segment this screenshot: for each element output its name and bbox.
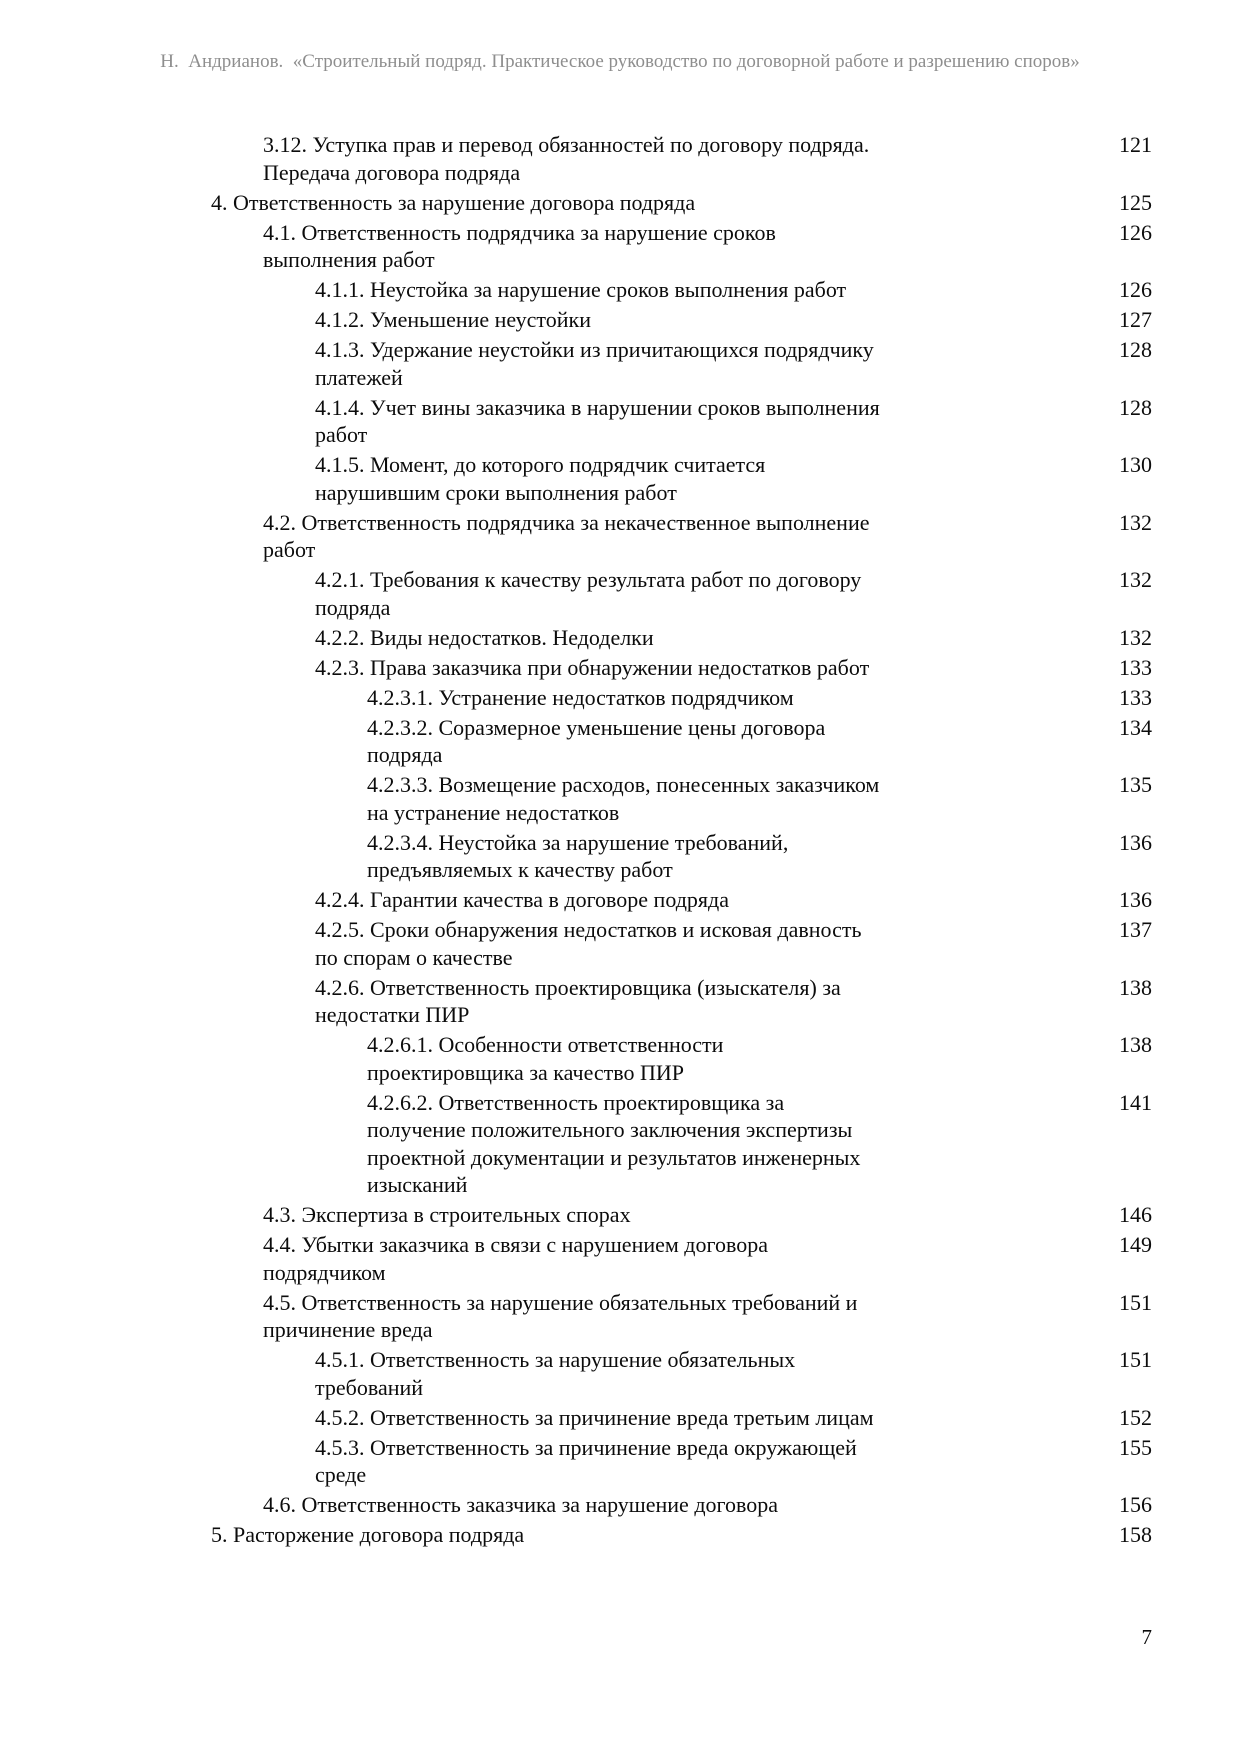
toc-entry-title: 4.2.6.2. Ответственность проектировщика за получение положительного заключения экспертизы проектной документации и результатов инженерных изысканий xyxy=(367,1089,861,1197)
toc-entry-page-number: 149 xyxy=(1119,1232,1152,1257)
toc-entry-page-number: 128 xyxy=(1119,394,1152,420)
toc-entry xyxy=(211,509,1152,564)
toc-entry xyxy=(211,1491,1152,1519)
toc-entry xyxy=(211,714,1152,769)
toc-entry xyxy=(211,1346,1152,1401)
toc-entry-page-number: 127 xyxy=(1119,307,1152,332)
toc-entry-title: 4.4. Убытки заказчика в связи с нарушением договора подрядчиком xyxy=(263,1232,768,1285)
toc-entry xyxy=(211,1031,1152,1086)
toc-entry-page-number: 152 xyxy=(1119,1404,1152,1430)
toc-entry-page-number: 132 xyxy=(1119,509,1152,535)
toc-entry-title: 4. Ответственность за нарушение договора подряда xyxy=(211,189,696,215)
toc-entry xyxy=(211,624,1152,652)
toc-entry-title: 4.2. Ответственность подрядчика за некачественное выполнение работ xyxy=(263,509,870,562)
toc-entry xyxy=(211,1434,1152,1489)
toc-entry-title: 4.2.2. Виды недостатков. Недоделки xyxy=(315,624,654,650)
toc-entry-title: 4.6. Ответственность заказчика за нарушение договора xyxy=(263,1492,778,1517)
toc-entry-page-number: 136 xyxy=(1119,887,1152,912)
toc-entry-page-number: 138 xyxy=(1119,1032,1152,1057)
toc-entry xyxy=(211,566,1152,621)
toc-entry-page-number: 125 xyxy=(1119,189,1152,215)
toc-entry-title: 4.5.1. Ответственность за нарушение обязательных требований xyxy=(315,1347,796,1400)
toc-entry xyxy=(211,1201,1152,1229)
toc-entry-page-number: 130 xyxy=(1119,452,1152,477)
toc-entry-title: 4.1.3. Удержание неустойки из причитающихся подрядчику платежей xyxy=(315,337,874,390)
toc-entry-page-number: 126 xyxy=(1119,219,1152,245)
toc-entry-page-number: 137 xyxy=(1119,917,1152,942)
toc-entry-title: 4.2.1. Требования к качеству результата работ по договору подряда xyxy=(315,567,862,620)
toc-entry-page-number: 126 xyxy=(1119,277,1152,302)
toc-entry xyxy=(211,771,1152,826)
toc-entry-page-number: 146 xyxy=(1119,1202,1152,1227)
table-of-contents xyxy=(211,131,1152,1549)
toc-entry-title: 4.2.4. Гарантии качества в договоре подряда xyxy=(315,887,729,912)
toc-entry-page-number: 132 xyxy=(1119,567,1152,592)
toc-entry-page-number: 156 xyxy=(1119,1492,1152,1517)
toc-entry-page-number: 132 xyxy=(1119,624,1152,650)
toc-entry xyxy=(211,336,1152,391)
toc-entry-title: 4.3. Экспертиза в строительных спорах xyxy=(263,1202,631,1227)
toc-entry-title: 4.2.6. Ответственность проектировщика (изыскателя) за недостатки ПИР xyxy=(315,974,841,1027)
toc-entry-page-number: 134 xyxy=(1119,714,1152,740)
toc-entry-title: 4.5.2. Ответственность за причинение вреда третьим лицам xyxy=(315,1404,874,1430)
toc-entry xyxy=(211,1289,1152,1344)
toc-entry-title: 3.12. Уступка прав и перевод обязанностей по договору подряда. Передача договора подряда xyxy=(263,132,870,185)
toc-entry xyxy=(211,1404,1152,1432)
toc-entry-title: 4.1.4. Учет вины заказчика в нарушении сроков выполнения работ xyxy=(315,394,880,447)
toc-entry-page-number: 133 xyxy=(1119,654,1152,680)
toc-entry-title: 4.1.2. Уменьшение неустойки xyxy=(315,307,591,332)
toc-entry-page-number: 155 xyxy=(1119,1434,1152,1460)
toc-entry xyxy=(211,1089,1152,1199)
toc-entry xyxy=(211,1231,1152,1286)
page-number: 7 xyxy=(1141,1625,1152,1649)
toc-entry xyxy=(211,219,1152,274)
toc-entry xyxy=(211,886,1152,914)
toc-entry-page-number: 151 xyxy=(1119,1347,1152,1372)
toc-entry xyxy=(211,829,1152,884)
toc-entry-title: 4.2.3.2. Соразмерное уменьшение цены договора подряда xyxy=(367,714,826,767)
toc-entry xyxy=(211,654,1152,682)
toc-entry xyxy=(211,394,1152,449)
toc-entry-title: 4.5.3. Ответственность за причинение вреда окружающей среде xyxy=(315,1434,857,1487)
toc-entry xyxy=(211,1521,1152,1549)
toc-entry-page-number: 136 xyxy=(1119,829,1152,855)
toc-entry-title: 5. Расторжение договора подряда xyxy=(211,1522,525,1547)
toc-entry-page-number: 141 xyxy=(1119,1089,1152,1115)
toc-entry-title: 4.2.6.1. Особенности ответственности проектировщика за качество ПИР xyxy=(367,1032,724,1085)
toc-entry xyxy=(211,306,1152,334)
toc-entry xyxy=(211,684,1152,712)
toc-entry xyxy=(211,189,1152,217)
toc-entry xyxy=(211,276,1152,304)
toc-entry-title: 4.5. Ответственность за нарушение обязательных требований и причинение вреда xyxy=(263,1289,858,1342)
toc-entry-title: 4.2.3.1. Устранение недостатков подрядчиком xyxy=(367,684,794,710)
toc-entry xyxy=(211,131,1152,186)
toc-entry-title: 4.2.3.3. Возмещение расходов, понесенных заказчиком на устранение недостатков xyxy=(367,772,880,825)
toc-entry-page-number: 128 xyxy=(1119,337,1152,362)
toc-entry xyxy=(211,974,1152,1029)
toc-entry-title: 4.2.3.4. Неустойка за нарушение требований, предъявляемых к качеству работ xyxy=(367,829,789,882)
toc-entry-title: 4.1.5. Момент, до которого подрядчик считается нарушившим сроки выполнения работ xyxy=(315,452,766,505)
toc-entry xyxy=(211,916,1152,971)
toc-entry-page-number: 138 xyxy=(1119,974,1152,1000)
toc-entry-title: 4.1. Ответственность подрядчика за нарушение сроков выполнения работ xyxy=(263,219,776,272)
toc-entry-title: 4.2.5. Сроки обнаружения недостатков и исковая давность по спорам о качестве xyxy=(315,917,862,970)
toc-entry xyxy=(211,451,1152,506)
toc-entry-page-number: 135 xyxy=(1119,772,1152,797)
toc-entry-title: 4.1.1. Неустойка за нарушение сроков выполнения работ xyxy=(315,277,847,302)
toc-entry-page-number: 158 xyxy=(1119,1522,1152,1547)
running-header: Н. Андрианов. «Строительный подряд. Практическое руководство по договорной работе и разрешению споров» xyxy=(160,51,1080,72)
toc-entry-page-number: 121 xyxy=(1119,132,1152,157)
toc-entry-page-number: 151 xyxy=(1119,1289,1152,1315)
toc-entry-title: 4.2.3. Права заказчика при обнаружении недостатков работ xyxy=(315,654,870,680)
toc-entry-page-number: 133 xyxy=(1119,684,1152,710)
